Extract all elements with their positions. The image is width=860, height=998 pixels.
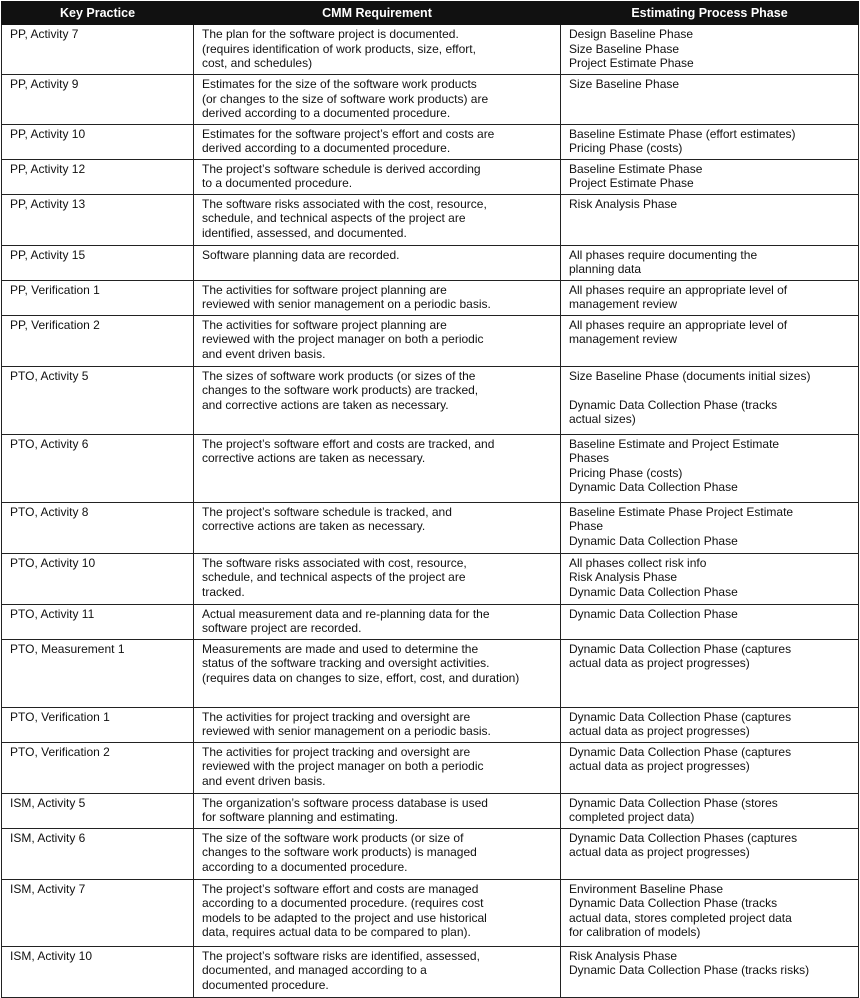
cmm-requirement-cell: The project’s software schedule is derived according to a documented procedure.: [194, 159, 561, 194]
key-practice-cell: PP, Activity 7: [2, 25, 194, 75]
header-cmm-requirement: CMM Requirement: [194, 2, 561, 25]
key-practice-cell: PTO, Verification 1: [2, 707, 194, 742]
estimating-phase-cell: All phases require an appropriate level of management review: [561, 280, 859, 315]
estimating-phase-cell: Size Baseline Phase: [561, 75, 859, 125]
estimating-phase-cell: Baseline Estimate Phase Project Estimate Phase: [561, 159, 859, 194]
cmm-requirement-cell: The plan for the software project is documented. (requires identification of work products, size, effort, cost, and schedules): [194, 25, 561, 75]
key-practice-cell: ISM, Activity 10: [2, 946, 194, 997]
cmm-requirement-cell: The project’s software risks are identified, assessed, documented, and managed according to a documented procedure.: [194, 946, 561, 997]
cmm-requirement-cell: The sizes of software work products (or sizes of the changes to the software work products) are tracked, and corrective actions are taken as necessary.: [194, 366, 561, 434]
key-practice-cell: ISM, Activity 7: [2, 879, 194, 946]
table-row: [2, 315, 859, 366]
table-row: [2, 75, 859, 125]
table-body: [2, 25, 859, 998]
key-practice-cell: PP, Activity 15: [2, 245, 194, 280]
cmm-requirement-cell: The organization’s software process database is used for software planning and estimating.: [194, 793, 561, 828]
key-practice-cell: PP, Activity 9: [2, 75, 194, 125]
estimating-phase-cell: Risk Analysis Phase Dynamic Data Collection Phase (tracks risks): [561, 946, 859, 997]
cmm-requirements-table: [1, 1, 859, 998]
table-row: [2, 879, 859, 946]
header-key-practice: Key Practice: [2, 2, 194, 25]
cmm-requirement-cell: The project’s software effort and costs are tracked, and corrective actions are taken as necessary.: [194, 434, 561, 502]
key-practice-cell: PP, Activity 10: [2, 124, 194, 159]
cmm-requirement-cell: The activities for software project planning are reviewed with senior management on a periodic basis.: [194, 280, 561, 315]
header-row: [2, 2, 859, 25]
estimating-phase-cell: All phases require documenting the planning data: [561, 245, 859, 280]
table-row: [2, 639, 859, 707]
table-row: [2, 280, 859, 315]
table-row: [2, 245, 859, 280]
cmm-requirement-cell: The project’s software effort and costs are managed according to a documented procedure. (requires cost models to be adapted to the project and use historical data, requires actual data to be compared to plan).: [194, 879, 561, 946]
estimating-phase-cell: Environment Baseline Phase Dynamic Data Collection Phase (tracks actual data, stores completed project data for calibration of models): [561, 879, 859, 946]
cmm-requirement-cell: The project’s software schedule is tracked, and corrective actions are taken as necessary.: [194, 502, 561, 553]
cmm-requirement-cell: The activities for software project planning are reviewed with the project manager on both a periodic and event driven basis.: [194, 315, 561, 366]
estimating-phase-cell: Dynamic Data Collection Phase: [561, 604, 859, 639]
cmm-requirement-cell: The activities for project tracking and oversight are reviewed with the project manager on both a periodic and event driven basis.: [194, 742, 561, 793]
estimating-phase-cell: Dynamic Data Collection Phase (captures actual data as project progresses): [561, 707, 859, 742]
cmm-requirement-cell: The software risks associated with the cost, resource, schedule, and technical aspects of the project are identified, assessed, and documented.: [194, 194, 561, 245]
table-row: [2, 742, 859, 793]
cmm-requirement-cell: Actual measurement data and re-planning data for the software project are recorded.: [194, 604, 561, 639]
estimating-phase-cell: Dynamic Data Collection Phase (captures actual data as project progresses): [561, 742, 859, 793]
table-row: [2, 502, 859, 553]
estimating-phase-cell: Baseline Estimate Phase Project Estimate Phase Dynamic Data Collection Phase: [561, 502, 859, 553]
key-practice-cell: PTO, Activity 8: [2, 502, 194, 553]
estimating-phase-cell: Design Baseline Phase Size Baseline Phase Project Estimate Phase: [561, 25, 859, 75]
cmm-requirement-cell: The size of the software work products (or size of changes to the software work products) is managed according to a documented procedure.: [194, 828, 561, 879]
estimating-phase-cell: All phases require an appropriate level of management review: [561, 315, 859, 366]
estimating-phase-cell: Dynamic Data Collection Phase (stores completed project data): [561, 793, 859, 828]
key-practice-cell: PTO, Verification 2: [2, 742, 194, 793]
key-practice-cell: ISM, Activity 6: [2, 828, 194, 879]
cmm-requirement-cell: Software planning data are recorded.: [194, 245, 561, 280]
table-row: [2, 707, 859, 742]
table-row: [2, 553, 859, 604]
estimating-phase-cell: Baseline Estimate and Project Estimate Phases Pricing Phase (costs) Dynamic Data Collection Phase: [561, 434, 859, 502]
cmm-requirement-cell: Estimates for the software project’s effort and costs are derived according to a documented procedure.: [194, 124, 561, 159]
table-row: [2, 946, 859, 997]
key-practice-cell: PTO, Measurement 1: [2, 639, 194, 707]
key-practice-cell: ISM, Activity 5: [2, 793, 194, 828]
table-row: [2, 25, 859, 75]
estimating-phase-cell: Risk Analysis Phase: [561, 194, 859, 245]
key-practice-cell: PTO, Activity 6: [2, 434, 194, 502]
estimating-phase-cell: Size Baseline Phase (documents initial sizes) Dynamic Data Collection Phase (tracks actual sizes): [561, 366, 859, 434]
table-row: [2, 124, 859, 159]
table-row: [2, 366, 859, 434]
cmm-requirement-cell: Estimates for the size of the software work products (or changes to the size of software work products) are derived according to a documented procedure.: [194, 75, 561, 125]
table-row: [2, 604, 859, 639]
table-row: [2, 159, 859, 194]
cmm-requirement-cell: The activities for project tracking and oversight are reviewed with senior management on a periodic basis.: [194, 707, 561, 742]
key-practice-cell: PTO, Activity 10: [2, 553, 194, 604]
table-row: [2, 194, 859, 245]
estimating-phase-cell: Baseline Estimate Phase (effort estimates) Pricing Phase (costs): [561, 124, 859, 159]
table-row: [2, 828, 859, 879]
estimating-phase-cell: Dynamic Data Collection Phases (captures actual data as project progresses): [561, 828, 859, 879]
cmm-requirement-cell: Measurements are made and used to determine the status of the software tracking and oversight activities. (requires data on changes to size, effort, cost, and duration): [194, 639, 561, 707]
key-practice-cell: PTO, Activity 5: [2, 366, 194, 434]
key-practice-cell: PP, Activity 13: [2, 194, 194, 245]
key-practice-cell: PP, Verification 1: [2, 280, 194, 315]
estimating-phase-cell: All phases collect risk info Risk Analysis Phase Dynamic Data Collection Phase: [561, 553, 859, 604]
table-row: [2, 793, 859, 828]
cmm-requirement-cell: The software risks associated with cost, resource, schedule, and technical aspects of the project are tracked.: [194, 553, 561, 604]
header-estimating-process-phase: Estimating Process Phase: [561, 2, 859, 25]
key-practice-cell: PP, Verification 2: [2, 315, 194, 366]
key-practice-cell: PP, Activity 12: [2, 159, 194, 194]
estimating-phase-cell: Dynamic Data Collection Phase (captures actual data as project progresses): [561, 639, 859, 707]
table-row: [2, 434, 859, 502]
key-practice-cell: PTO, Activity 11: [2, 604, 194, 639]
